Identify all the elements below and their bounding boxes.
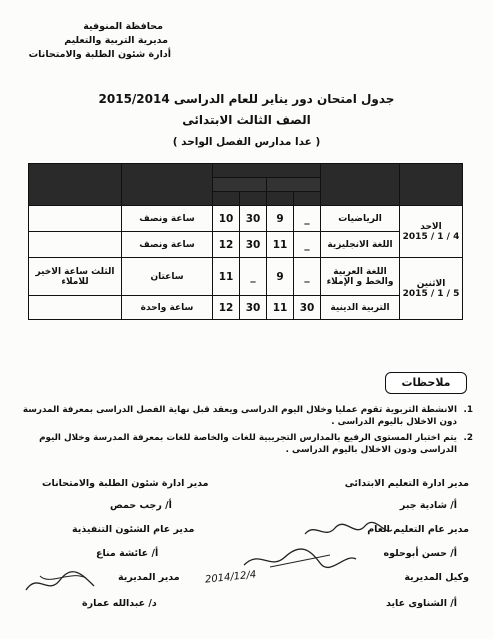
- table-row: اللغة الانجليزية _ 11 30 12 ساعة ونصف: [29, 232, 463, 258]
- exclusion-note: ( عدا مدارس الفصل الواحد ): [172, 136, 321, 148]
- signature-deputy-title: وكيل المديرية: [404, 572, 469, 583]
- signature-director-title: مدير المديرية: [118, 572, 180, 583]
- signature-deputy-name: أ/ الشناوى عايد: [386, 598, 457, 609]
- notes-cell: الثلث ساعة الاخير للاملاء: [29, 258, 122, 296]
- signature-exams-manager-title: مدير ادارة شئون الطلبة والامتحانات: [42, 478, 209, 489]
- signature-primary-manager-title: مدير ادارة التعليم الابتدائى: [344, 478, 469, 489]
- remark-2-number: 2.: [463, 433, 473, 443]
- header-administration: أدارة شئون الطلبة والامتحانات: [28, 49, 171, 60]
- grade-title: الصف الثالث الابتدائى: [182, 113, 311, 127]
- header-subject-cell: [321, 164, 400, 206]
- notes-cell: [29, 296, 122, 320]
- remark-2: يتم اختبار المستوى الرفيع بالمدارس التجريبية للغات والخاصة للغات بمعرفة المدرسة وخلال اليوم الدراسى ودون الاخلال باليوم الدراسى .: [39, 433, 457, 455]
- header-from-cell: [267, 178, 321, 192]
- duration-cell: ساعة ونصف: [122, 206, 213, 232]
- notes-cell: [29, 232, 122, 258]
- signature-executive-title: مدير عام الشئون التنفيذية: [72, 524, 195, 535]
- table-row: الاثنين 2015 / 1 / 5 اللغة العربية والخط و الإملاء _ 9 _ 11 ساعتان الثلث ساعة الاخير للاملاء: [29, 258, 463, 296]
- table-row: الاحد 2015 / 1 / 4 الرياضيات _ 9 30 10 ساعة ونصف: [29, 206, 463, 232]
- subject-cell: الرياضيات: [321, 206, 400, 232]
- duration-cell: ساعتان: [122, 258, 213, 296]
- notes-cell: [29, 206, 122, 232]
- header-notes-cell: [29, 164, 122, 206]
- remark-1: الانشطة التربوية تقوم عمليا وخلال اليوم الدراسى ويعقد قبل نهاية الفصل الدراسى بمعرفة المدرسة دون الاخلال باليوم الدراسى .: [22, 405, 457, 427]
- signature-scribble-icon: [300, 520, 395, 542]
- signature-executive-name: أ/ عائشة مناع: [96, 548, 159, 559]
- signature-general-education-title: مدير عام التعليم العام: [367, 524, 469, 535]
- header-day-cell: [400, 164, 463, 206]
- remark-1-number: 1.: [463, 405, 473, 415]
- signature-primary-manager-name: أ/ شادية جبر: [399, 500, 457, 511]
- subject-cell: التربية الدينية: [321, 296, 400, 320]
- signature-scribble-icon: [20, 566, 100, 600]
- table-row: التربية الدينية 30 11 30 12 ساعة واحدة: [29, 296, 463, 320]
- header-governorate: محافظة المنوفية: [83, 21, 163, 32]
- duration-cell: ساعة ونصف: [122, 232, 213, 258]
- remarks-title: ملاحظات: [385, 372, 467, 394]
- header-directorate: مديرية التربية والتعليم: [64, 35, 168, 46]
- signature-director-name: د/ عبدالله عمارة: [82, 598, 157, 609]
- signature-general-education-name: أ/ حسن أبوحلوه: [383, 548, 457, 559]
- exam-schedule-table: [28, 163, 463, 320]
- header-duration-cell: [122, 164, 213, 206]
- duration-cell: ساعة واحدة: [122, 296, 213, 320]
- handwritten-date: 2014/12/4: [204, 569, 257, 586]
- header-time-cell: [213, 164, 321, 178]
- subject-cell: اللغة الانجليزية: [321, 232, 400, 258]
- signature-scribble-icon: [240, 545, 360, 575]
- day-cell: الاحد 2015 / 1 / 4: [400, 206, 463, 258]
- subject-cell: اللغة العربية والخط و الإملاء: [321, 258, 400, 296]
- day-cell: الاثنين 2015 / 1 / 5: [400, 258, 463, 320]
- signature-exams-manager-name: أ/ رجب حمص: [110, 500, 172, 511]
- header-to-cell: [213, 178, 267, 192]
- page-title: جدول امتحان دور يناير للعام الدراسى 2015/2014: [98, 92, 395, 106]
